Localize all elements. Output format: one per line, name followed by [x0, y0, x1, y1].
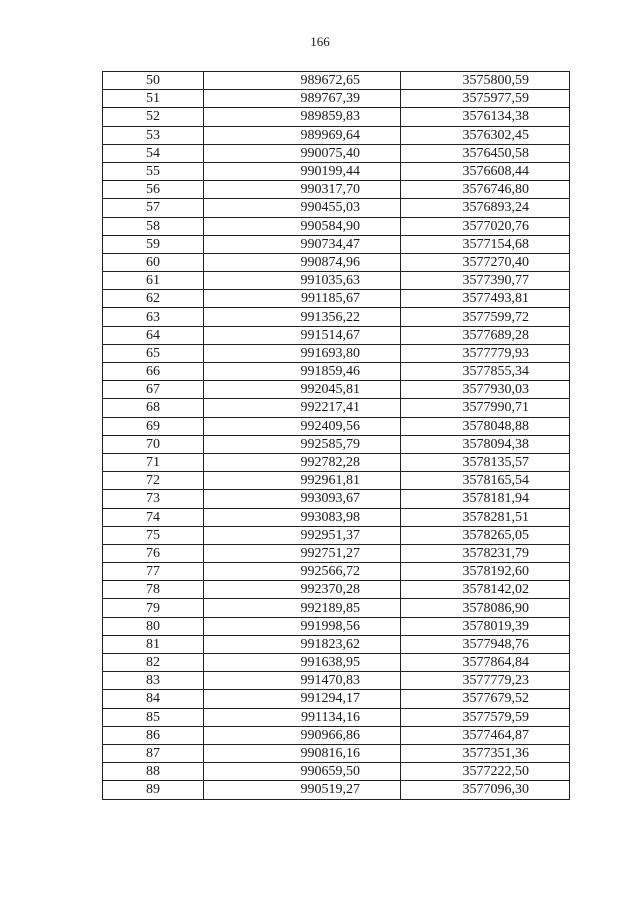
- y-coordinate-cell: 3577930,03: [401, 381, 570, 399]
- y-coordinate-cell: 3577020,76: [401, 217, 570, 235]
- table-row: [103, 781, 570, 799]
- point-number-cell: 60: [103, 253, 204, 271]
- point-number-cell: 86: [103, 726, 204, 744]
- x-coordinate-cell: 991035,63: [204, 272, 401, 290]
- point-number-cell: 83: [103, 672, 204, 690]
- x-coordinate-cell: 992189,85: [204, 599, 401, 617]
- y-coordinate-cell: 3577855,34: [401, 363, 570, 381]
- table-row: [103, 363, 570, 381]
- y-coordinate-cell: 3575977,59: [401, 90, 570, 108]
- table-row: [103, 308, 570, 326]
- table-row: [103, 326, 570, 344]
- y-coordinate-cell: 3577599,72: [401, 308, 570, 326]
- table-row: [103, 599, 570, 617]
- y-coordinate-cell: 3577689,28: [401, 326, 570, 344]
- table-row: [103, 544, 570, 562]
- x-coordinate-cell: 989859,83: [204, 108, 401, 126]
- table-row: [103, 708, 570, 726]
- x-coordinate-cell: 991356,22: [204, 308, 401, 326]
- point-number-cell: 73: [103, 490, 204, 508]
- x-coordinate-cell: 990734,47: [204, 235, 401, 253]
- y-coordinate-cell: 3577464,87: [401, 726, 570, 744]
- x-coordinate-cell: 989767,39: [204, 90, 401, 108]
- y-coordinate-cell: 3578094,38: [401, 435, 570, 453]
- point-number-cell: 85: [103, 708, 204, 726]
- point-number-cell: 55: [103, 162, 204, 180]
- x-coordinate-cell: 990519,27: [204, 781, 401, 799]
- point-number-cell: 74: [103, 508, 204, 526]
- table-row: [103, 635, 570, 653]
- x-coordinate-cell: 990659,50: [204, 763, 401, 781]
- table-row: [103, 690, 570, 708]
- x-coordinate-cell: 992045,81: [204, 381, 401, 399]
- y-coordinate-cell: 3577864,84: [401, 654, 570, 672]
- x-coordinate-cell: 993093,67: [204, 490, 401, 508]
- table-row: [103, 417, 570, 435]
- point-number-cell: 70: [103, 435, 204, 453]
- point-number-cell: 84: [103, 690, 204, 708]
- x-coordinate-cell: 991294,17: [204, 690, 401, 708]
- table-row: [103, 199, 570, 217]
- y-coordinate-cell: 3577948,76: [401, 635, 570, 653]
- table-row: [103, 526, 570, 544]
- y-coordinate-cell: 3577493,81: [401, 290, 570, 308]
- x-coordinate-cell: 990199,44: [204, 162, 401, 180]
- x-coordinate-cell: 990584,90: [204, 217, 401, 235]
- x-coordinate-cell: 991638,95: [204, 654, 401, 672]
- point-number-cell: 66: [103, 363, 204, 381]
- x-coordinate-cell: 990874,96: [204, 253, 401, 271]
- table-row: [103, 563, 570, 581]
- coordinates-table: [102, 71, 570, 800]
- y-coordinate-cell: 3576450,58: [401, 144, 570, 162]
- table-row: [103, 290, 570, 308]
- point-number-cell: 78: [103, 581, 204, 599]
- x-coordinate-cell: 991998,56: [204, 617, 401, 635]
- table-row: [103, 654, 570, 672]
- point-number-cell: 53: [103, 126, 204, 144]
- y-coordinate-cell: 3578086,90: [401, 599, 570, 617]
- coordinates-table-body: [103, 72, 570, 800]
- table-row: [103, 72, 570, 90]
- point-number-cell: 71: [103, 453, 204, 471]
- x-coordinate-cell: 991185,67: [204, 290, 401, 308]
- table-row: [103, 472, 570, 490]
- x-coordinate-cell: 989672,65: [204, 72, 401, 90]
- x-coordinate-cell: 992370,28: [204, 581, 401, 599]
- table-row: [103, 490, 570, 508]
- y-coordinate-cell: 3577154,68: [401, 235, 570, 253]
- table-row: [103, 272, 570, 290]
- x-coordinate-cell: 990816,16: [204, 744, 401, 762]
- point-number-cell: 62: [103, 290, 204, 308]
- point-number-cell: 51: [103, 90, 204, 108]
- table-row: [103, 508, 570, 526]
- y-coordinate-cell: 3576302,45: [401, 126, 570, 144]
- y-coordinate-cell: 3578281,51: [401, 508, 570, 526]
- point-number-cell: 61: [103, 272, 204, 290]
- point-number-cell: 65: [103, 344, 204, 362]
- point-number-cell: 81: [103, 635, 204, 653]
- x-coordinate-cell: 992951,37: [204, 526, 401, 544]
- x-coordinate-cell: 992409,56: [204, 417, 401, 435]
- x-coordinate-cell: 992566,72: [204, 563, 401, 581]
- x-coordinate-cell: 991470,83: [204, 672, 401, 690]
- x-coordinate-cell: 990966,86: [204, 726, 401, 744]
- y-coordinate-cell: 3577351,36: [401, 744, 570, 762]
- table-row: [103, 126, 570, 144]
- point-number-cell: 67: [103, 381, 204, 399]
- table-row: [103, 581, 570, 599]
- y-coordinate-cell: 3578192,60: [401, 563, 570, 581]
- y-coordinate-cell: 3576608,44: [401, 162, 570, 180]
- x-coordinate-cell: 991859,46: [204, 363, 401, 381]
- point-number-cell: 89: [103, 781, 204, 799]
- y-coordinate-cell: 3575800,59: [401, 72, 570, 90]
- y-coordinate-cell: 3577222,50: [401, 763, 570, 781]
- y-coordinate-cell: 3577990,71: [401, 399, 570, 417]
- table-row: [103, 108, 570, 126]
- point-number-cell: 57: [103, 199, 204, 217]
- x-coordinate-cell: 991134,16: [204, 708, 401, 726]
- x-coordinate-cell: 992585,79: [204, 435, 401, 453]
- table-row: [103, 399, 570, 417]
- y-coordinate-cell: 3578231,79: [401, 544, 570, 562]
- y-coordinate-cell: 3577579,59: [401, 708, 570, 726]
- y-coordinate-cell: 3578048,88: [401, 417, 570, 435]
- point-number-cell: 75: [103, 526, 204, 544]
- table-row: [103, 617, 570, 635]
- x-coordinate-cell: 992217,41: [204, 399, 401, 417]
- x-coordinate-cell: 991514,67: [204, 326, 401, 344]
- x-coordinate-cell: 991823,62: [204, 635, 401, 653]
- point-number-cell: 87: [103, 744, 204, 762]
- y-coordinate-cell: 3578019,39: [401, 617, 570, 635]
- point-number-cell: 54: [103, 144, 204, 162]
- x-coordinate-cell: 990455,03: [204, 199, 401, 217]
- table-row: [103, 672, 570, 690]
- table-row: [103, 453, 570, 471]
- point-number-cell: 77: [103, 563, 204, 581]
- table-row: [103, 381, 570, 399]
- point-number-cell: 79: [103, 599, 204, 617]
- point-number-cell: 69: [103, 417, 204, 435]
- y-coordinate-cell: 3577390,77: [401, 272, 570, 290]
- table-row: [103, 162, 570, 180]
- x-coordinate-cell: 990317,70: [204, 181, 401, 199]
- x-coordinate-cell: 989969,64: [204, 126, 401, 144]
- table-row: [103, 253, 570, 271]
- point-number-cell: 82: [103, 654, 204, 672]
- y-coordinate-cell: 3576746,80: [401, 181, 570, 199]
- y-coordinate-cell: 3577679,52: [401, 690, 570, 708]
- y-coordinate-cell: 3577779,23: [401, 672, 570, 690]
- table-row: [103, 144, 570, 162]
- point-number-cell: 76: [103, 544, 204, 562]
- point-number-cell: 64: [103, 326, 204, 344]
- table-row: [103, 435, 570, 453]
- table-row: [103, 181, 570, 199]
- y-coordinate-cell: 3577270,40: [401, 253, 570, 271]
- table-row: [103, 726, 570, 744]
- y-coordinate-cell: 3578142,02: [401, 581, 570, 599]
- table-row: [103, 235, 570, 253]
- point-number-cell: 80: [103, 617, 204, 635]
- point-number-cell: 58: [103, 217, 204, 235]
- point-number-cell: 59: [103, 235, 204, 253]
- point-number-cell: 52: [103, 108, 204, 126]
- point-number-cell: 68: [103, 399, 204, 417]
- y-coordinate-cell: 3577779,93: [401, 344, 570, 362]
- x-coordinate-cell: 990075,40: [204, 144, 401, 162]
- y-coordinate-cell: 3578135,57: [401, 453, 570, 471]
- x-coordinate-cell: 992782,28: [204, 453, 401, 471]
- x-coordinate-cell: 992961,81: [204, 472, 401, 490]
- point-number-cell: 72: [103, 472, 204, 490]
- point-number-cell: 50: [103, 72, 204, 90]
- table-row: [103, 344, 570, 362]
- y-coordinate-cell: 3578165,54: [401, 472, 570, 490]
- table-row: [103, 90, 570, 108]
- table-row: [103, 763, 570, 781]
- table-row: [103, 744, 570, 762]
- y-coordinate-cell: 3576893,24: [401, 199, 570, 217]
- point-number-cell: 88: [103, 763, 204, 781]
- x-coordinate-cell: 991693,80: [204, 344, 401, 362]
- y-coordinate-cell: 3578181,94: [401, 490, 570, 508]
- y-coordinate-cell: 3578265,05: [401, 526, 570, 544]
- y-coordinate-cell: 3577096,30: [401, 781, 570, 799]
- page-number: 166: [310, 34, 330, 49]
- table-row: [103, 217, 570, 235]
- point-number-cell: 56: [103, 181, 204, 199]
- point-number-cell: 63: [103, 308, 204, 326]
- x-coordinate-cell: 992751,27: [204, 544, 401, 562]
- x-coordinate-cell: 993083,98: [204, 508, 401, 526]
- y-coordinate-cell: 3576134,38: [401, 108, 570, 126]
